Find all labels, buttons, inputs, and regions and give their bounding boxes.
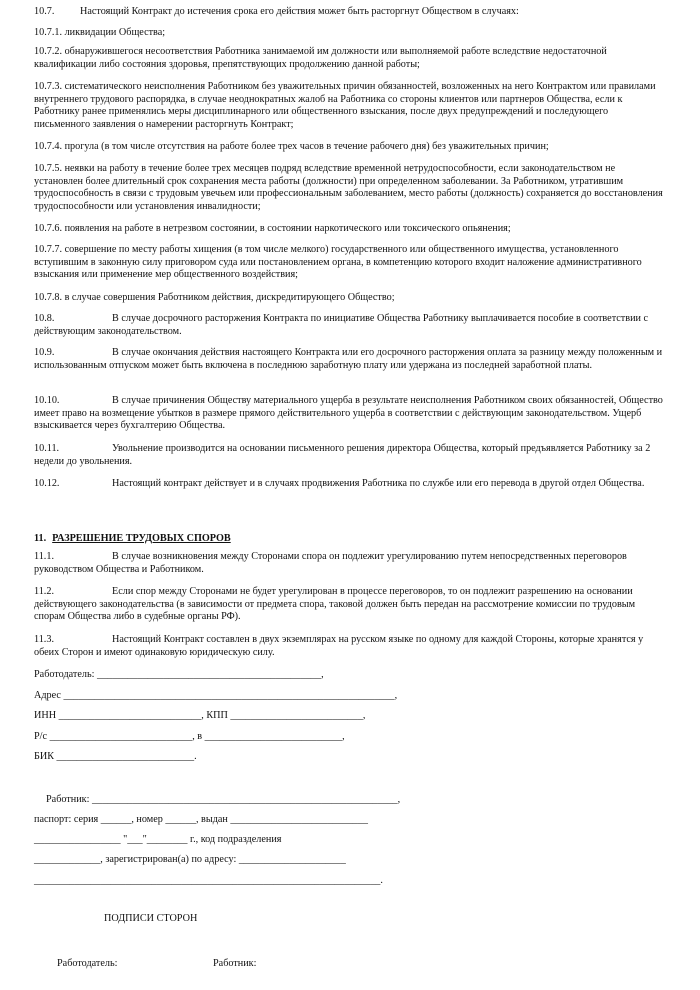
clause-10-12: 10.12. Настоящий контракт действует и в случаях продвижения Работника по службе или его перевода в другой отдел Общества.	[34, 478, 645, 489]
clause-10-7-6: 10.7.6. появления на работе в нетрезвом состоянии, в состоянии наркотического или токсического опьянения;	[34, 223, 511, 234]
address-continuation-field: ____________________________________________________________________.	[34, 875, 383, 886]
clause-10-7-5: 10.7.5. неявки на работу в течение более трех месяцев подряд вследствие временной нетрудоспособности, если законодательством не установлен более длительный срок сохранения места работы (должности) при определенном заболевании. За Работником, утратившим трудоспособность в связи с трудовым увечьем или профессиональным заболеванием, место работы (должность) сохраняется до восстановления трудоспособности или установления инвалидности;	[34, 163, 663, 212]
clause-10-7-8: 10.7.8. в случае совершения Работником действия, дискредитирующего Общество;	[34, 292, 395, 303]
inn-kpp-field: ИНН ____________________________, КПП __________________________,	[34, 710, 366, 721]
account-field: Р/с ____________________________, в ___________________________,	[34, 731, 345, 742]
employee-field: Работник: ____________________________________________________________,	[46, 794, 401, 805]
clause-10-7-4: 10.7.4. прогула (в том числе отсутствия на работе более трех часов в течение рабочего дня) без уважительных причин;	[34, 141, 549, 152]
passport-issued-field: _________________ "___"________ г., код подразделения	[34, 834, 282, 845]
clause-11-1: 11.1. В случае возникновения между Сторонами спора он подлежит урегулированию путем непосредственных переговоров руководством Общества и Работником.	[34, 551, 627, 575]
clause-10-7-2: 10.7.2. обнаружившегося несоответствия Работника занимаемой им должности или выполняемой работе вследствие недостаточной квалификации либо состояния здоровья, препятствующих продолжению данной работы;	[34, 46, 607, 70]
employee-signature-label: Работник:	[213, 958, 257, 969]
bik-field: БИК ___________________________.	[34, 751, 197, 762]
clause-11-2: 11.2. Если спор между Сторонами не будет урегулирован в процессе переговоров, то он подлежит разрешению на основании действующего законодательства (в зависимости от предмета спора, таковой должен быть передан на рассмотрение комиссии по трудовым спорам Общества либо в судебные органы РФ).	[34, 586, 636, 623]
employer-field: Работодатель: ____________________________________________,	[34, 669, 324, 680]
signatures-title: ПОДПИСИ СТОРОН	[104, 913, 198, 924]
employer-signature-label: Работодатель:	[57, 958, 118, 969]
section-11-title: 11. РАЗРЕШЕНИЕ ТРУДОВЫХ СПОРОВ	[34, 533, 231, 544]
clause-10-10: 10.10. В случае причинения Обществу материального ущерба в результате неисполнения Работником своих обязанностей, Общество имеет право на возмещение убытков в размере прямого действительного ущерба в соответствии с действующим законодательством. Ущерб взыскивается через бухгалтерию Общества.	[34, 395, 663, 432]
registered-address-field: _____________, зарегистрирован(а) по адресу: _____________________	[34, 854, 346, 865]
clause-10-7-1: 10.7.1. ликвидации Общества;	[34, 27, 166, 38]
clause-10-7-3: 10.7.3. систематического неисполнения Работником без уважительных причин обязанностей, возложенных на него Контрактом или правилами внутреннего трудового распорядка, в случае неоднократных жалоб на Работника со стороны клиентов или партнеров Общества, если к Работнику ранее применялись меры дисциплинарного или общественного взыскания, после двух предупреждений и последующего письменного заявления о намерении расторгнуть Контракт;	[34, 81, 656, 130]
clause-10-9: 10.9. В случае окончания действия настоящего Контракта или его досрочного расторжения оплата за разницу между положенным и использованным отпуском может быть включена в последнюю заработную плату или удержана из последней заработной платы.	[34, 347, 663, 371]
clause-10-7-7: 10.7.7. совершение по месту работы хищения (в том числе мелкого) государственного или общественного имущества, установленного вступившим в законную силу приговором суда или постановлением органа, в компетенцию которого входит наложение административного взыскания или применение мер общественного воздействия;	[34, 244, 642, 281]
passport-field: паспорт: серия ______, номер ______, выдан ___________________________	[34, 814, 368, 825]
clause-10-11: 10.11. Увольнение производится на основании письменного решения директора Общества, который предъявляется Работнику за 2 недели до увольнения.	[34, 443, 651, 467]
address-field: Адрес _________________________________________________________________,	[34, 690, 398, 701]
clause-11-3: 11.3. Настоящий Контракт составлен в двух экземплярах на русском языке по одному для каждой Стороны, которые хранятся у обеих Сторон и имеют одинаковую юридическую силу.	[34, 634, 644, 658]
clause-10-8: 10.8. В случае досрочного расторжения Контракта по инициативе Общества Работнику выплачивается пособие в соответствии с действующим законодательством.	[34, 313, 649, 337]
clause-10-7: 10.7. Настоящий Контракт до истечения срока его действия может быть расторгнут Обществом в случаях:	[34, 6, 519, 17]
